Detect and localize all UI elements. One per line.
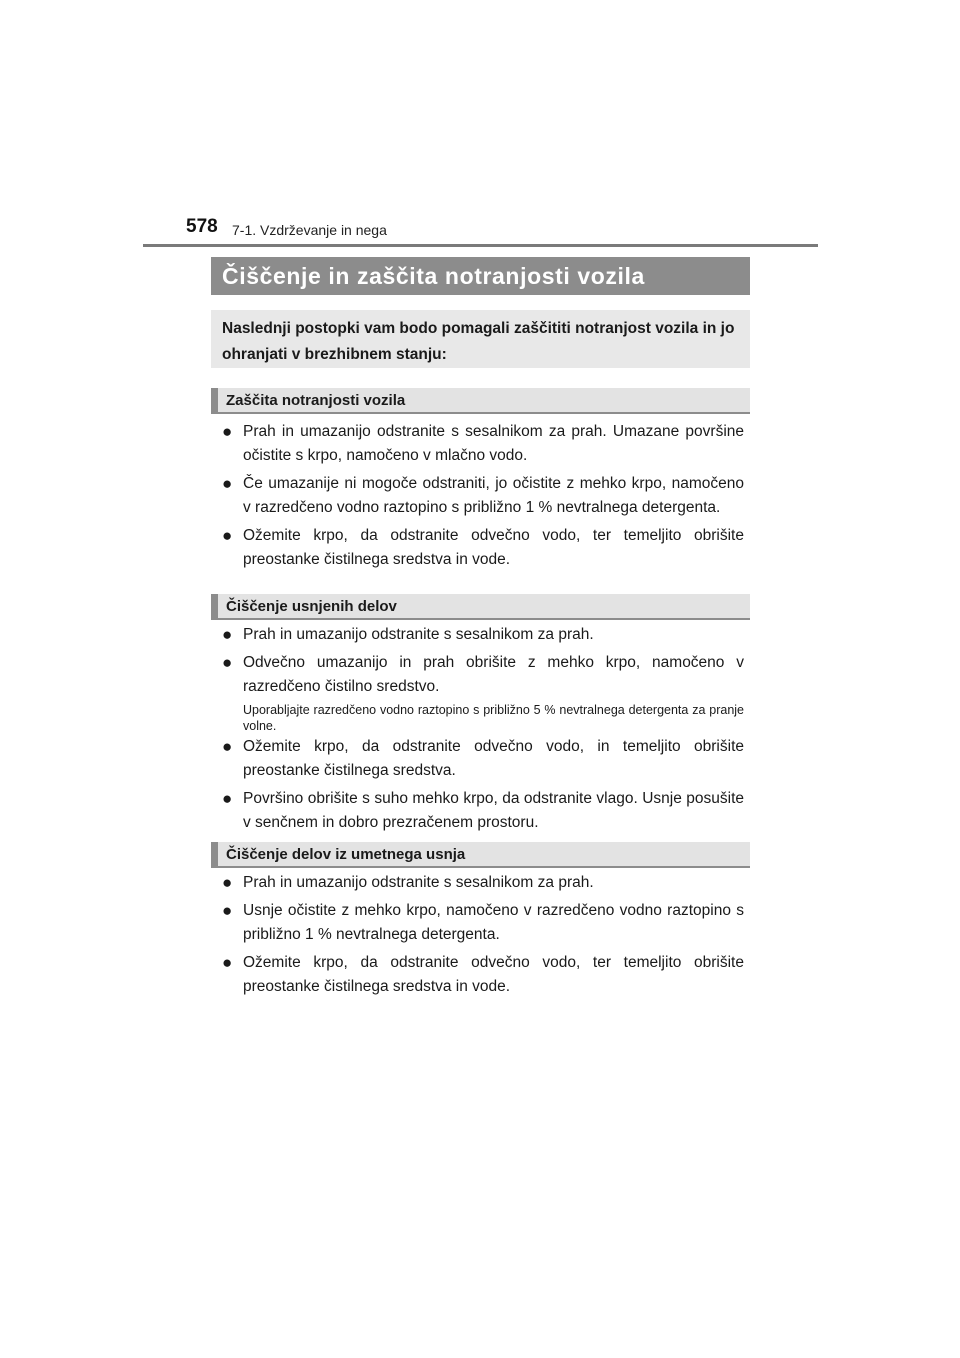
bullet-list-synthetic-leather — [222, 871, 744, 1003]
page-title-bar — [211, 257, 750, 295]
list-item-text: Prah in umazanijo odstranite s sesalnikom za prah. Umazane površine očistite s krpo, namočeno v mlačno vodo. — [243, 423, 744, 464]
list-item — [222, 623, 744, 647]
section-heading-leather — [211, 594, 750, 620]
bullet-icon: ● — [222, 901, 233, 920]
bullet-icon: ● — [222, 789, 233, 808]
header-rule — [143, 244, 818, 247]
bullet-icon: ● — [222, 653, 233, 672]
list-item — [222, 472, 744, 520]
bullet-icon: ● — [222, 422, 233, 441]
bullet-list-leather-continued — [222, 735, 744, 839]
list-item — [222, 951, 744, 999]
note-text: Uporabljajte razredčeno vodno raztopino s približno 5 % nevtralnega detergenta za pranje volne. — [243, 703, 744, 733]
intro-box: Naslednji postopki vam bodo pomagali zaščititi notranjost vozila in jo ohranjati v brezhibnem stanju: — [211, 310, 750, 368]
section-heading-text: Zaščita notranjosti vozila — [226, 391, 406, 409]
list-item-text: Usnje očistite z mehko krpo, namočeno v razredčeno vodno raztopino s približno 1 % nevtralnega detergenta. — [243, 902, 744, 943]
bullet-icon: ● — [222, 873, 233, 892]
page-title: Čiščenje in zaščita notranjosti vozila — [222, 262, 645, 289]
chapter-title: 7-1. Vzdrževanje in nega — [232, 222, 387, 238]
list-item-text: Ožemite krpo, da odstranite odvečno vodo, in temeljito obrišite preostanke čistilnega sredstva. — [243, 738, 744, 779]
section-heading-text: Čiščenje delov iz umetnega usnja — [226, 845, 466, 863]
section-heading-text: Čiščenje usnjenih delov — [226, 597, 397, 615]
bullet-icon: ● — [222, 474, 233, 493]
list-item — [222, 787, 744, 835]
list-item-text: Odvečno umazanijo in prah obrišite z mehko krpo, namočeno v razredčeno čistilno sredstvo. — [243, 654, 744, 695]
list-item — [222, 524, 744, 572]
bullet-icon: ● — [222, 953, 233, 972]
bullet-icon: ● — [222, 526, 233, 545]
list-item — [222, 871, 744, 895]
list-item-text: Površino obrišite s suho mehko krpo, da odstranite vlago. Usnje posušite v senčnem in dobro prezračenem prostoru. — [243, 790, 744, 831]
list-item-text: Ožemite krpo, da odstranite odvečno vodo, ter temeljito obrišite preostanke čistilnega sredstva in vode. — [243, 527, 744, 568]
section-heading-protection — [211, 388, 750, 414]
bullet-list-leather — [222, 623, 744, 703]
bullet-icon: ● — [222, 625, 233, 644]
list-item-text: Prah in umazanijo odstranite s sesalnikom za prah. — [243, 874, 594, 891]
list-item — [222, 735, 744, 783]
bullet-icon: ● — [222, 737, 233, 756]
list-item — [222, 651, 744, 699]
list-item — [222, 420, 744, 468]
list-item-text: Ožemite krpo, da odstranite odvečno vodo, ter temeljito obrišite preostanke čistilnega sredstva in vode. — [243, 954, 744, 995]
page-number: 578 — [186, 216, 218, 237]
section-heading-synthetic-leather — [211, 842, 750, 868]
bullet-list-protection — [222, 420, 744, 576]
list-item — [222, 899, 744, 947]
list-item-text: Prah in umazanijo odstranite s sesalnikom za prah. — [243, 626, 594, 643]
list-item-text: Če umazanije ni mogoče odstraniti, jo očistite z mehko krpo, namočeno v razredčeno vodno raztopino s približno 1 % nevtralnega detergenta. — [243, 475, 744, 516]
